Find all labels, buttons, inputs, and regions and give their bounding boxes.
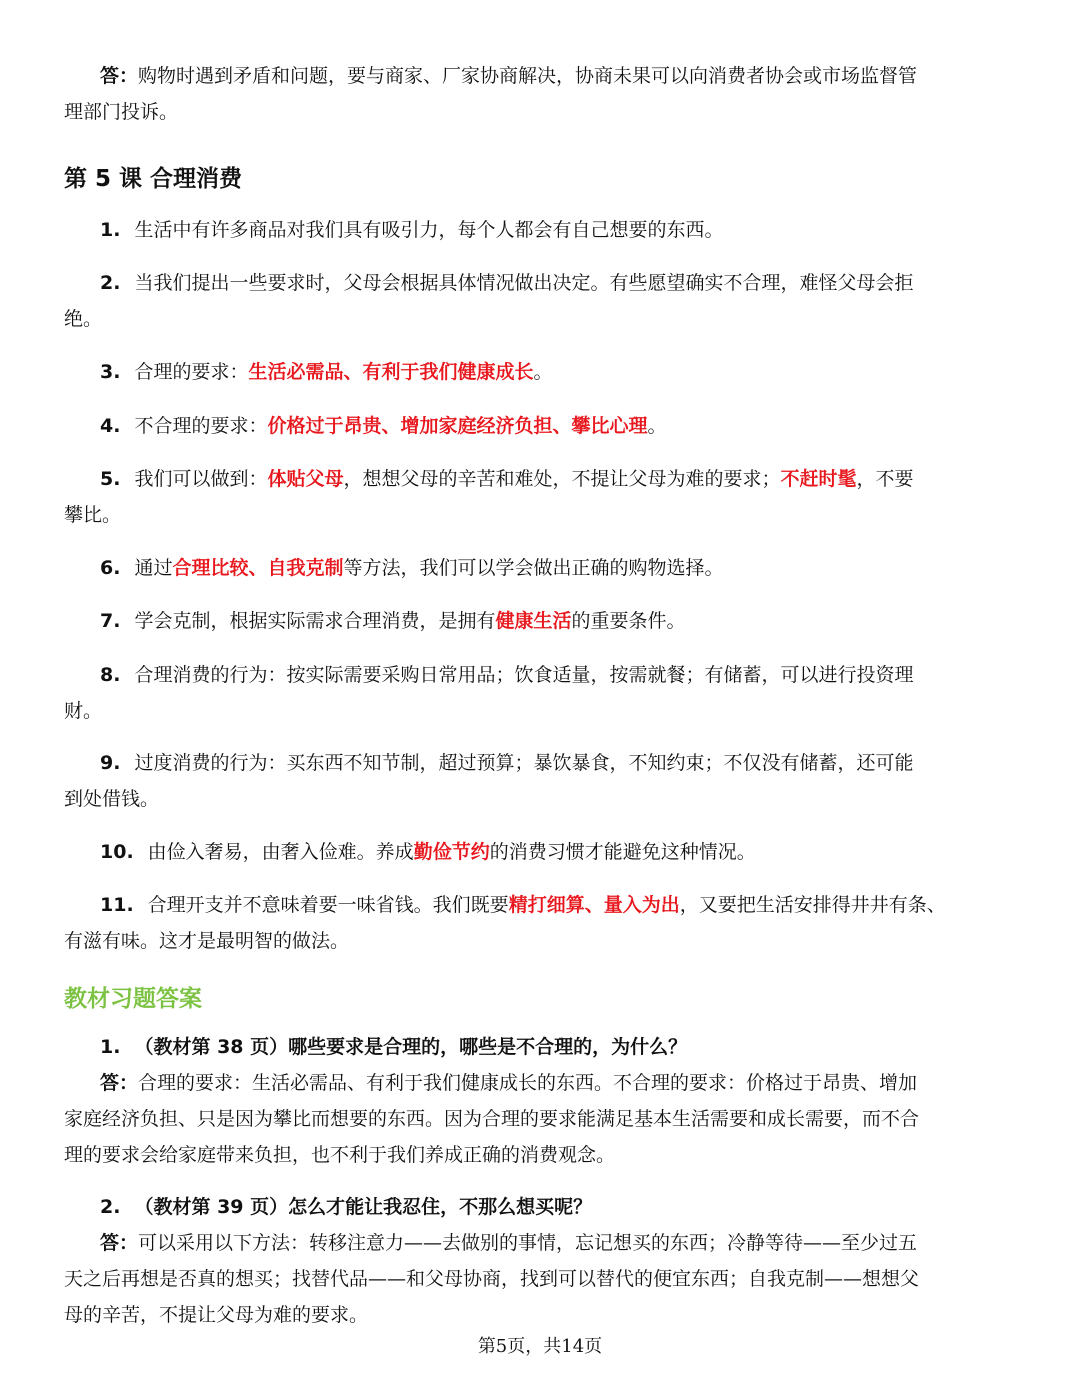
- point-9-cont: 到处借钱。: [64, 788, 160, 810]
- highlight-text: 合理比较、自我克制: [172, 557, 344, 579]
- highlight-text: 不赶时髦: [780, 468, 857, 490]
- point-8-cont: 财。: [64, 700, 103, 722]
- point-1: 1. 生活中有许多商品对我们具有吸引力，每个人都会有自己想要的东西。: [100, 219, 724, 241]
- exercise-2-answer-line1: 答：可以采用以下方法：转移注意力——去做别的事情，忘记想买的东西；冷静等待——至少过五: [100, 1232, 918, 1254]
- point-2-cont: 绝。: [64, 308, 103, 330]
- exercise-1-question: 1. （教材第 38 页）哪些要求是合理的，哪些是不合理的，为什么？: [100, 1036, 688, 1058]
- exercise-1-answer-line3: 理的要求会给家庭带来负担，也不利于我们养成正确的消费观念。: [64, 1144, 616, 1166]
- highlight-text: 生活必需品、有利于我们健康成长: [248, 361, 534, 383]
- exercise-2-answer-line2: 天之后再想是否真的想买；找替代品——和父母协商，找到可以替代的便宜东西；自我克制——想想父: [64, 1268, 920, 1290]
- point-4: 4. 不合理的要求：价格过于昂贵、增加家庭经济负担、攀比心理。: [100, 415, 667, 437]
- highlight-text: 精打细算、量入为出: [508, 894, 680, 916]
- exercise-section-title: 教材习题答案: [64, 986, 202, 1012]
- intro-answer-line2: 理部门投诉。: [64, 101, 179, 123]
- intro-answer-line1: 答：购物时遇到矛盾和问题，要与商家、厂家协商解决，协商未果可以向消费者协会或市场监督管: [100, 65, 918, 87]
- answer-label: 答：: [100, 1072, 139, 1094]
- point-11: 11. 合理开支并不意味着要一味省钱。我们既要精打细算、量入为出，又要把生活安排得井井有条、: [100, 894, 946, 916]
- point-5-cont: 攀比。: [64, 504, 122, 526]
- answer-label: 答：: [100, 65, 139, 87]
- point-10: 10. 由俭入奢易，由奢入俭难。养成勤俭节约的消费习惯才能避免这种情况。: [100, 841, 756, 863]
- highlight-text: 体贴父母: [267, 468, 344, 490]
- point-5: 5. 我们可以做到：体贴父母，想想父母的辛苦和难处，不提让父母为难的要求；不赶时髦，不要: [100, 468, 914, 490]
- highlight-text: 健康生活: [495, 610, 572, 632]
- point-2: 2. 当我们提出一些要求时，父母会根据具体情况做出决定。有些愿望确实不合理，难怪父母会拒: [100, 272, 914, 294]
- exercise-1-answer-line1: 答：合理的要求：生活必需品、有利于我们健康成长的东西。不合理的要求：价格过于昂贵、增加: [100, 1072, 918, 1094]
- highlight-text: 勤俭节约: [413, 841, 490, 863]
- exercise-2-question: 2. （教材第 39 页）怎么才能让我忍住，不那么想买呢？: [100, 1196, 593, 1218]
- answer-label: 答：: [100, 1232, 139, 1254]
- point-11-cont: 有滋有味。这才是最明智的做法。: [64, 930, 350, 952]
- exercise-2-answer-line3: 母的辛苦，不提让父母为难的要求。: [64, 1304, 369, 1326]
- point-8: 8. 合理消费的行为：按实际需要采购日常用品；饮食适量，按需就餐；有储蓄，可以进行投资理: [100, 664, 914, 686]
- point-3: 3. 合理的要求：生活必需品、有利于我们健康成长。: [100, 361, 553, 383]
- point-6: 6. 通过合理比较、自我克制等方法，我们可以学会做出正确的购物选择。: [100, 557, 724, 579]
- lesson-title: 第 5 课 合理消费: [64, 166, 243, 192]
- highlight-text: 价格过于昂贵、增加家庭经济负担、攀比心理: [267, 415, 648, 437]
- point-7: 7. 学会克制，根据实际需求合理消费，是拥有健康生活的重要条件。: [100, 610, 686, 632]
- point-9: 9. 过度消费的行为：买东西不知节制，超过预算；暴饮暴食，不知约束；不仅没有储蓄，还可能: [100, 752, 914, 774]
- exercise-1-answer-line2: 家庭经济负担、只是因为攀比而想要的东西。因为合理的要求能满足基本生活需要和成长需要，而不合: [64, 1108, 920, 1130]
- page-number: 第5页，共14页: [477, 1336, 603, 1357]
